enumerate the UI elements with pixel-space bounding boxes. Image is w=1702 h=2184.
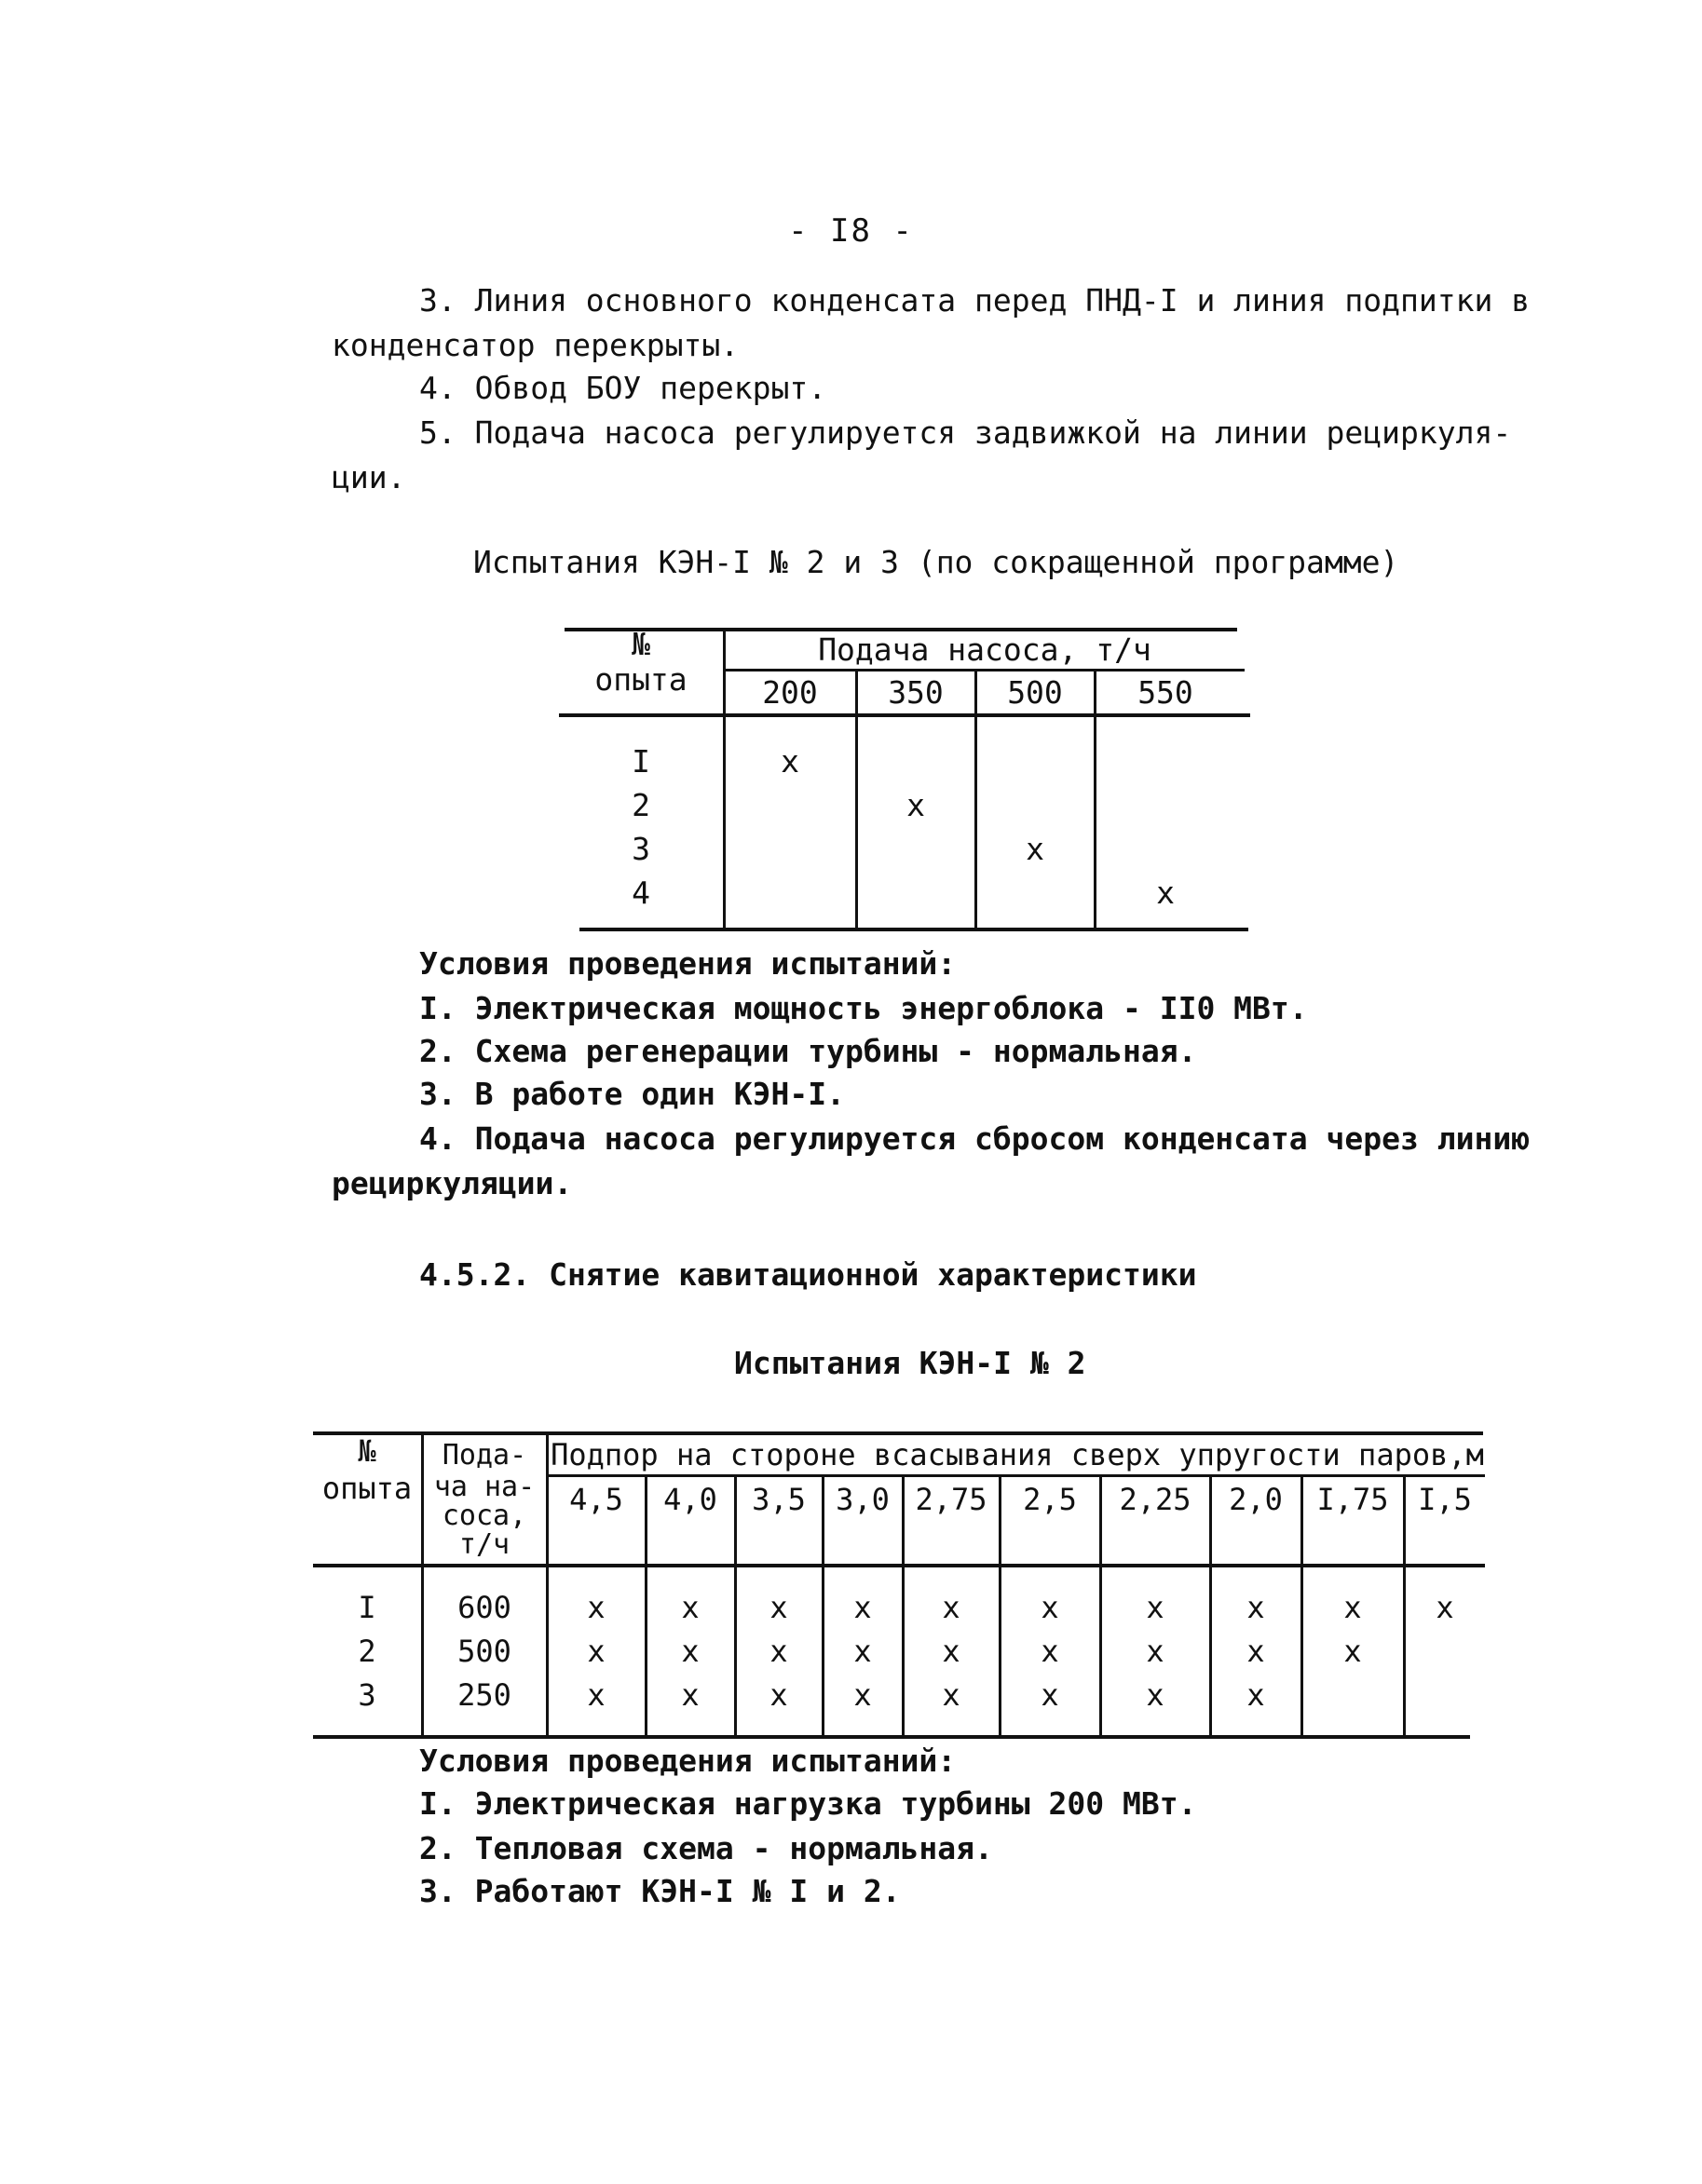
table2-mark: x xyxy=(1436,1590,1454,1625)
table2-mark: x xyxy=(1041,1677,1059,1713)
table1-num-header-label: опыта xyxy=(594,661,688,698)
table2 xyxy=(313,1431,1485,1739)
list-item-5-line1: 5. Подача насоса регулируется задвижкой на линии рециркуля- xyxy=(419,414,1512,451)
table2-header-bottom-rule xyxy=(313,1564,1485,1567)
table2-mark: x xyxy=(942,1677,960,1713)
conditions1-item3: 3. В работе один КЭН-I. xyxy=(419,1076,845,1112)
table2-mark: x xyxy=(587,1590,606,1625)
list-item-5-line2: ции. xyxy=(332,459,406,495)
table2-mark: x xyxy=(587,1677,606,1713)
conditions2-item3: 3. Работают КЭН-I № I и 2. xyxy=(419,1873,901,1909)
conditions2-item1: I. Электрическая нагрузка турбины 200 МВт. xyxy=(419,1785,1197,1822)
table2-flow-header-line: соса, xyxy=(442,1499,527,1532)
table2-row-flow: 600 xyxy=(457,1590,511,1625)
table2-mark: x xyxy=(853,1590,872,1625)
table2-col-header: I,75 xyxy=(1316,1482,1389,1517)
table2-mark: x xyxy=(1246,1590,1265,1625)
page-number: - I8 - xyxy=(788,212,914,250)
table1-row-num: I xyxy=(632,743,650,780)
table2-num-header-label: опыта xyxy=(321,1471,413,1506)
table2-col-header: 2,0 xyxy=(1229,1482,1283,1517)
table2-mark: x xyxy=(1246,1634,1265,1669)
conditions1-item4-line2: рециркуляции. xyxy=(332,1165,573,1201)
table2-flow-header-line: ча на- xyxy=(433,1471,536,1503)
table2-num-header-symbol: № xyxy=(358,1433,376,1469)
table2-subheader-rule xyxy=(548,1474,1485,1477)
table1-col-header: 200 xyxy=(762,674,818,711)
table2-col-header: 2,25 xyxy=(1119,1482,1191,1517)
table2-mark: x xyxy=(769,1677,788,1713)
table2-group-header: Подпор на стороне всасывания сверх упругости паров,м xyxy=(551,1437,1484,1472)
table1-group-header: Подача насоса, т/ч xyxy=(818,631,1151,668)
table2-mark: x xyxy=(942,1634,960,1669)
table1-mark: x xyxy=(906,787,925,823)
table1-mark: x xyxy=(1026,831,1044,867)
table2-mark: x xyxy=(681,1677,700,1713)
table1-col-header: 550 xyxy=(1137,674,1193,711)
table2-bottom-rule xyxy=(313,1735,1470,1739)
table2-flow-header-line: т/ч xyxy=(458,1528,511,1561)
list-item-3-line1: 3. Линия основного конденсата перед ПНД-I и линия подпитки в xyxy=(419,282,1531,319)
table2-mark: x xyxy=(1146,1634,1164,1669)
table1-bottom-rule xyxy=(579,928,1248,931)
conditions1-item1: I. Электрическая мощность энергоблока - II0 МВт. xyxy=(419,990,1308,1026)
list-item-4: 4. Обвод БОУ перекрыт. xyxy=(419,370,827,406)
table1-mark: x xyxy=(781,743,799,780)
table2-mark: x xyxy=(1343,1634,1362,1669)
table1-row-num: 2 xyxy=(632,787,650,823)
conditions1-item2: 2. Схема регенерации турбины - нормальная. xyxy=(419,1033,1197,1069)
table2-row-num: 2 xyxy=(358,1634,376,1669)
table2-mark: x xyxy=(681,1634,700,1669)
table2-mark: x xyxy=(681,1590,700,1625)
table2-col-header: 2,5 xyxy=(1023,1482,1077,1517)
table2-col-header: 2,75 xyxy=(915,1482,987,1517)
table2-row-num: 3 xyxy=(358,1677,376,1713)
table2-caption: Испытания КЭН-I № 2 xyxy=(734,1345,1086,1381)
table1-row-num: 3 xyxy=(632,831,650,867)
table2-mark: x xyxy=(1146,1677,1164,1713)
table1-row-num: 4 xyxy=(632,875,650,911)
conditions2-item2: 2. Тепловая схема - нормальная. xyxy=(419,1830,993,1866)
table2-row-flow: 500 xyxy=(457,1634,511,1669)
table2-col-header: 3,0 xyxy=(836,1482,890,1517)
conditions2-title: Условия проведения испытаний: xyxy=(419,1743,957,1779)
conditions1-title: Условия проведения испытаний: xyxy=(419,945,957,982)
table2-mark: x xyxy=(1146,1590,1164,1625)
table1-col-header: 500 xyxy=(1007,674,1063,711)
table2-col-header: 4,0 xyxy=(663,1482,717,1517)
table2-mark: x xyxy=(942,1590,960,1625)
list-item-3-line2: конденсатор перекрыты. xyxy=(332,327,740,363)
table2-row-flow: 250 xyxy=(457,1677,511,1713)
table2-row-num: I xyxy=(358,1590,376,1625)
table1-subheader-rule xyxy=(725,669,1245,671)
conditions1-item4-line1: 4. Подача насоса регулируется сбросом конденсата через линию xyxy=(419,1120,1531,1157)
table2-col-header: 3,5 xyxy=(752,1482,806,1517)
table2-mark: x xyxy=(853,1677,872,1713)
table2-col-header: I,5 xyxy=(1418,1482,1472,1517)
table1-col-header: 350 xyxy=(888,674,944,711)
table1-caption: Испытания КЭН-I № 2 и 3 (по сокращенной программе) xyxy=(473,544,1399,580)
table2-top-rule xyxy=(313,1431,1483,1435)
table2-flow-header-line: Пода- xyxy=(442,1439,527,1472)
table1-header-bottom-rule xyxy=(559,713,1250,717)
table2-mark: x xyxy=(1343,1590,1362,1625)
table2-mark: x xyxy=(587,1634,606,1669)
table2-mark: x xyxy=(769,1634,788,1669)
table2-col-header: 4,5 xyxy=(569,1482,623,1517)
table2-mark: x xyxy=(853,1634,872,1669)
table1-num-header-symbol: № xyxy=(632,626,650,662)
table2-mark: x xyxy=(769,1590,788,1625)
table1 xyxy=(559,628,1250,931)
section-heading: 4.5.2. Снятие кавитационной характеристики xyxy=(419,1256,1197,1293)
table2-mark: x xyxy=(1246,1677,1265,1713)
table1-mark: x xyxy=(1156,875,1175,911)
table2-mark: x xyxy=(1041,1634,1059,1669)
table2-mark: x xyxy=(1041,1590,1059,1625)
